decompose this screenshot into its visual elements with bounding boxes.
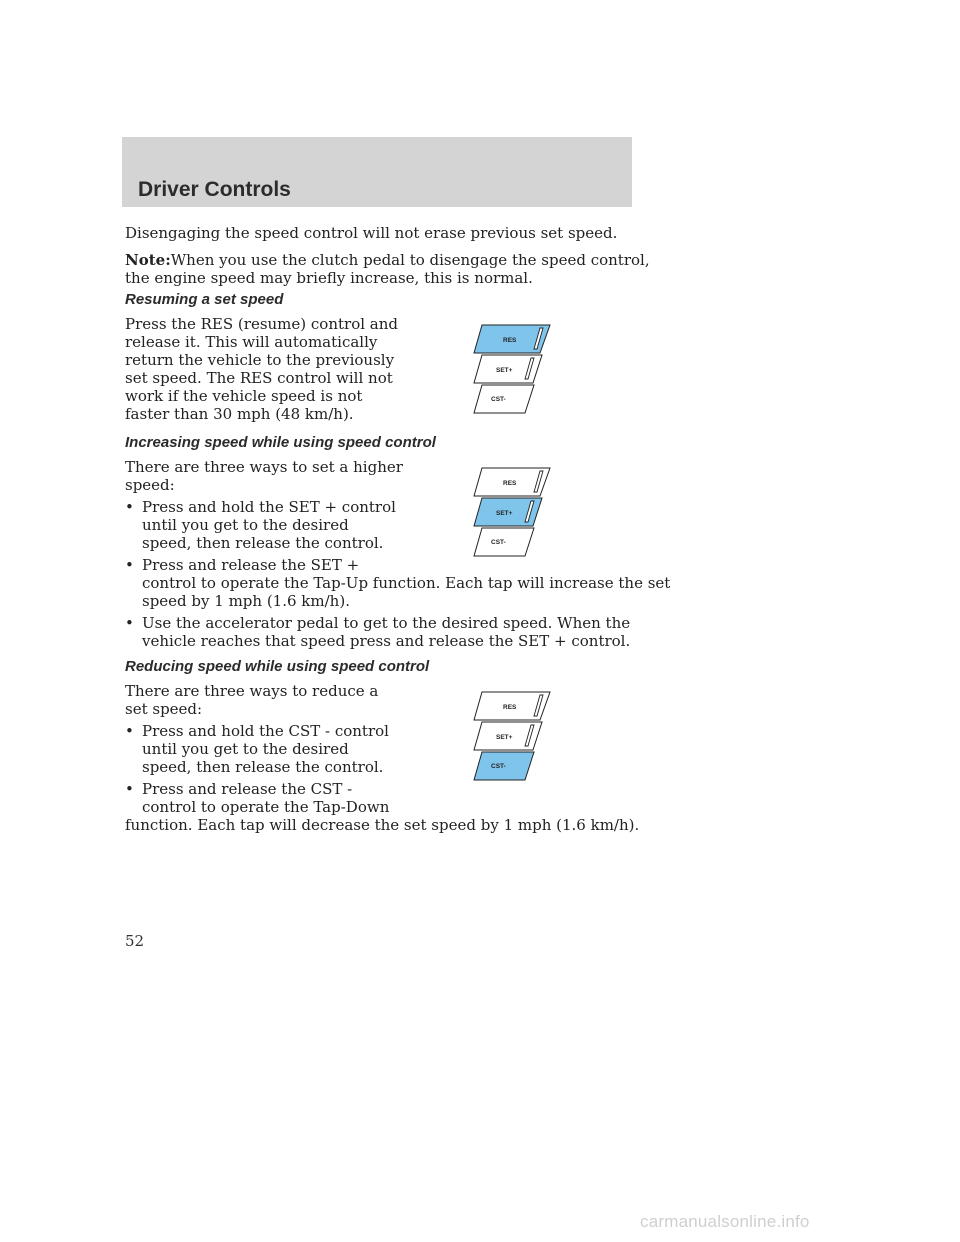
increasing-bullet-1-line: speed, then release the control.: [142, 534, 384, 552]
resuming-line: release it. This will automatically: [125, 333, 378, 351]
reducing-bullet-2-line: function. Each tap will decrease the set speed by 1 mph (1.6 km/h).: [125, 816, 640, 834]
intro-paragraph: Disengaging the speed control will not erase previous set speed.: [125, 224, 618, 242]
resuming-line: Press the RES (resume) control and: [125, 315, 398, 333]
increasing-intro-line: There are three ways to set a higher: [125, 458, 403, 476]
note-text-1: When you use the clutch pedal to disengage the speed control,: [170, 251, 650, 269]
reducing-bullet-2-line: control to operate the Tap-Down: [142, 798, 390, 816]
res-button-label: RES: [503, 480, 517, 487]
note-label: Note:: [125, 251, 171, 269]
page-number: 52: [125, 932, 145, 950]
resuming-line: return the vehicle to the previously: [125, 351, 395, 369]
increasing-bullet-1-line: Press and hold the SET + control: [142, 498, 396, 516]
resuming-line: work if the vehicle speed is not: [125, 387, 363, 405]
cst-button-label: CST-: [491, 396, 506, 403]
increasing-bullet-2-line: Press and release the SET +: [142, 556, 360, 574]
bullet-marker: •: [125, 780, 134, 798]
reducing-bullet-2-line: Press and release the CST -: [142, 780, 353, 798]
res-button-label: RES: [503, 704, 517, 711]
heading-resuming: Resuming a set speed: [125, 291, 284, 308]
cst-button-label: CST-: [491, 763, 506, 770]
reducing-intro-line: set speed:: [125, 700, 203, 718]
increasing-bullet-3-line: Use the accelerator pedal to get to the desired speed. When the: [142, 614, 631, 632]
bullet-marker: •: [125, 614, 134, 632]
note-line-1: [125, 251, 650, 269]
reducing-bullet-1-line: until you get to the desired: [142, 740, 349, 758]
increasing-bullet-2-line: speed by 1 mph (1.6 km/h).: [142, 592, 350, 610]
heading-reducing: Reducing speed while using speed control: [125, 658, 430, 675]
note-line-2: the engine speed may briefly increase, this is normal.: [125, 269, 533, 287]
reducing-bullet-1-line: speed, then release the control.: [142, 758, 384, 776]
reducing-intro-line: There are three ways to reduce a: [125, 682, 379, 700]
speed-control-switch-cst-figure: [470, 688, 555, 781]
set-button-label: SET+: [496, 367, 513, 374]
res-button-label: RES: [503, 337, 517, 344]
footer-watermark: carmanualsonline.info: [640, 1212, 810, 1231]
speed-control-switch-set-figure: [470, 464, 555, 557]
resuming-line: faster than 30 mph (48 km/h).: [125, 405, 354, 423]
speed-control-switch-res-figure: [470, 321, 555, 414]
bullet-marker: •: [125, 498, 134, 516]
section-title: Driver Controls: [138, 178, 291, 201]
bullet-marker: •: [125, 722, 134, 740]
heading-increasing: Increasing speed while using speed control: [125, 434, 436, 451]
set-button-label: SET+: [496, 510, 513, 517]
resuming-line: set speed. The RES control will not: [125, 369, 393, 387]
increasing-bullet-2-line: control to operate the Tap-Up function. Each tap will increase the set: [142, 574, 671, 592]
increasing-bullet-1-line: until you get to the desired: [142, 516, 349, 534]
reducing-bullet-1-line: Press and hold the CST - control: [142, 722, 389, 740]
increasing-bullet-3-line: vehicle reaches that speed press and release the SET + control.: [142, 632, 631, 650]
set-button-label: SET+: [496, 734, 513, 741]
cst-button-label: CST-: [491, 539, 506, 546]
section-header-band: [122, 137, 632, 207]
bullet-marker: •: [125, 556, 134, 574]
increasing-intro-line: speed:: [125, 476, 175, 494]
